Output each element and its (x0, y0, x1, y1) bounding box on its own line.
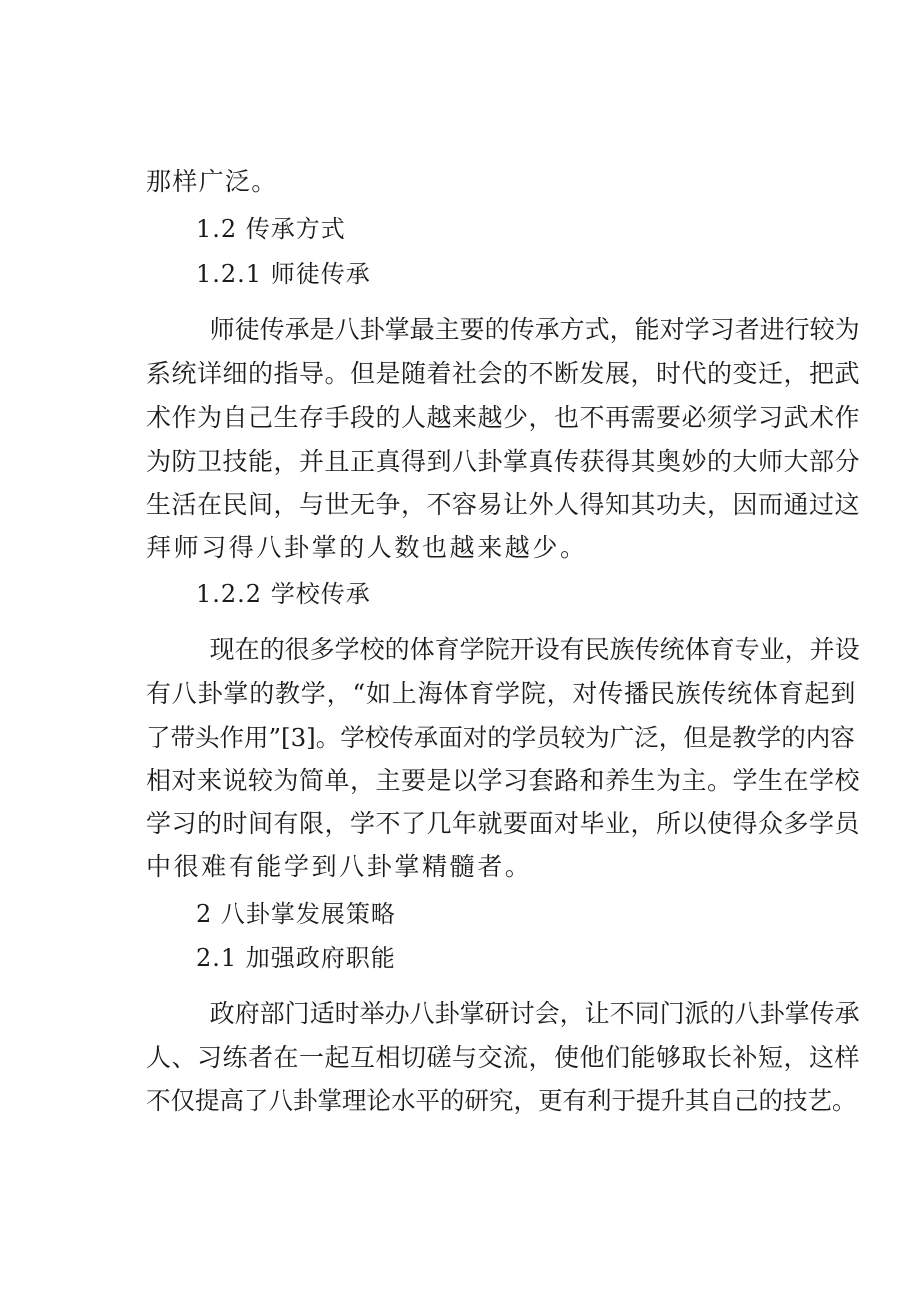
paragraph-line: 学习的时间有限，学不了几年就要面对毕业，所以使得众多学员 (146, 809, 861, 838)
heading-1-2-2: 1.2.2 学校传承 (196, 580, 371, 608)
paragraph-line: 系统详细的指导。但是随着社会的不断发展，时代的变迁，把武 (146, 359, 861, 388)
heading-2-1: 2.1 加强政府职能 (196, 944, 396, 972)
paragraph-line: 中很难有能学到八卦掌精髓者。 (146, 852, 533, 881)
heading-2: 2 八卦掌发展策略 (196, 900, 396, 928)
intro-tail-text: 那样广泛。 (146, 167, 278, 196)
paragraph-line: 不仅提高了八卦掌理论水平的研究，更有利于提升其自己的技艺。 (146, 1086, 857, 1115)
paragraph-line: 现在的很多学校的体育学院开设有民族传统体育专业，并设 (146, 635, 860, 664)
paragraph-line: 人、习练者在一起互相切磋与交流，使他们能够取长补短，这样 (146, 1043, 861, 1072)
paragraph-line: 有八卦掌的教学，“如上海体育学院，对传播民族传统体育起到 (146, 679, 857, 708)
paragraph-line: 术作为自己生存手段的人越来越少，也不再需要必须学习武术作 (146, 403, 861, 432)
paragraph-line: 了带头作用”[3]。学校传承面对的学员较为广泛，但是教学的内容 (146, 723, 855, 752)
heading-1-2: 1.2 传承方式 (196, 215, 346, 243)
paragraph-line: 生活在民间，与世无争，不容易让外人得知其功夫，因而通过这 (146, 490, 861, 519)
paragraph-line: 师徒传承是八卦掌最主要的传承方式，能对学习者进行较为 (146, 315, 860, 344)
paragraph-line: 政府部门适时举办八卦掌研讨会，让不同门派的八卦掌传承 (146, 999, 860, 1028)
heading-1-2-1: 1.2.1 师徒传承 (196, 260, 371, 288)
paragraph-line: 为防卫技能，并且正真得到八卦掌真传获得其奥妙的大师大部分 (146, 447, 861, 476)
paragraph-line: 拜师习得八卦掌的人数也越来越少。 (146, 533, 588, 562)
paragraph-line: 相对来说较为简单，主要是以学习套路和养生为主。学生在学校 (146, 766, 861, 795)
